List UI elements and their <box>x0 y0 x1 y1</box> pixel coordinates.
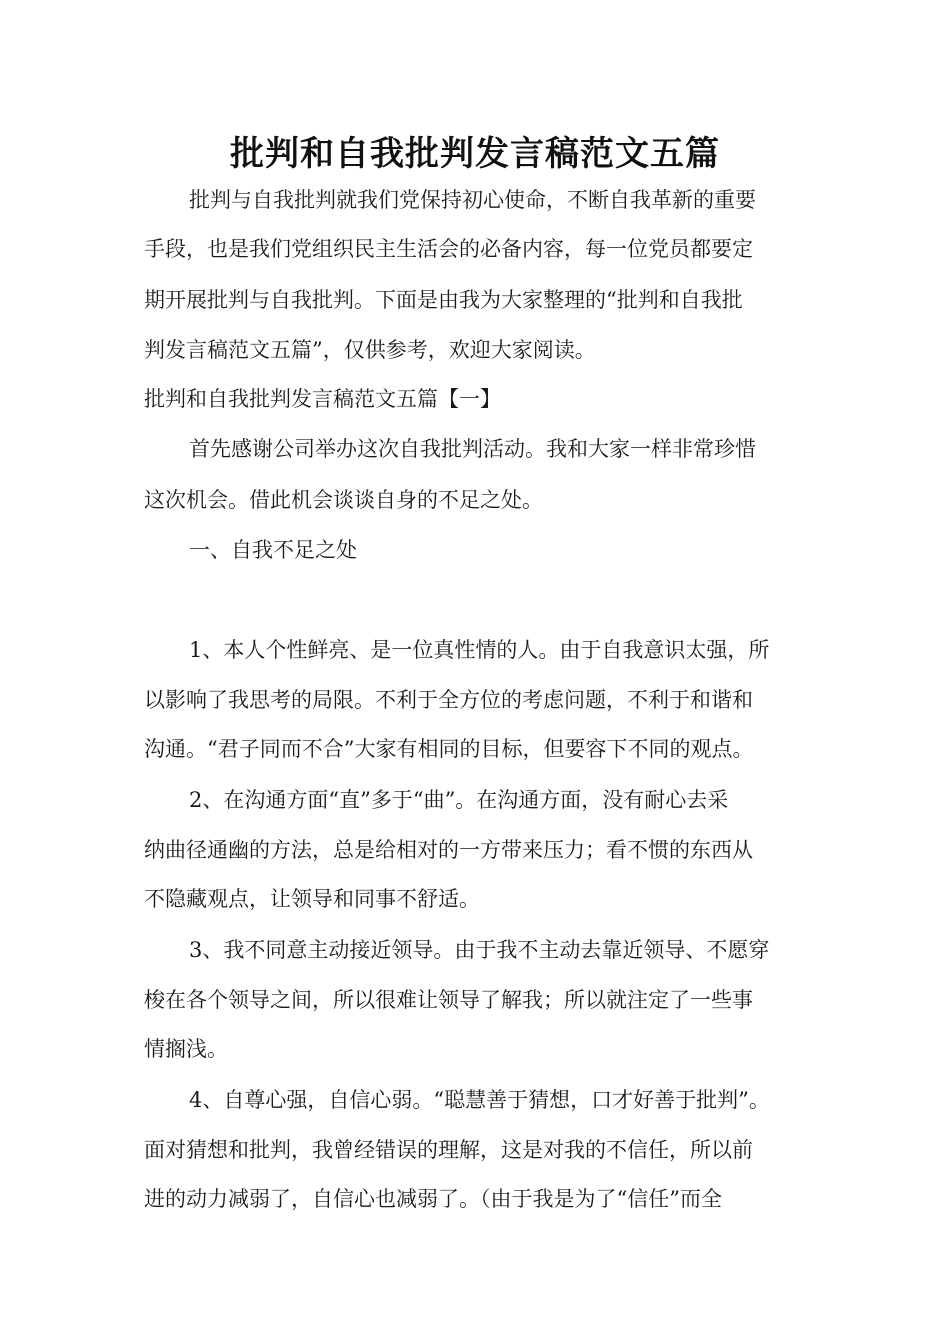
paragraph-line: 进的动力减弱了，自信心也减弱了。（由于我是为了“信任”而全 <box>144 1187 722 1211</box>
paragraph-line: 手段，也是我们党组织民主生活会的必备内容，每一位党员都要定 <box>144 237 753 261</box>
paragraph-line: 1、本人个性鲜亮、是一位真性情的人。由于自我意识太强，所 <box>189 638 770 662</box>
paragraph-line: 3、我不同意主动接近领导。由于我不主动去靠近领导、不愿穿 <box>189 938 770 962</box>
paragraph-line: 批判与自我批判就我们党保持初心使命，不断自我革新的重要 <box>189 188 756 212</box>
paragraph-line: 这次机会。借此机会谈谈自身的不足之处。 <box>144 488 543 512</box>
section-heading: 批判和自我批判发言稿范文五篇【一】 <box>144 387 501 411</box>
document-title: 批判和自我批判发言稿范文五篇 <box>230 134 720 174</box>
paragraph-line: 首先感谢公司举办这次自我批判活动。我和大家一样非常珍惜 <box>189 437 756 461</box>
paragraph-line: 面对猜想和批判，我曾经错误的理解，这是对我的不信任，所以前 <box>144 1138 753 1162</box>
paragraph-line: 4、自尊心强，自信心弱。“聪慧善于猜想，口才好善于批判”。 <box>189 1088 770 1112</box>
paragraph-line: 以影响了我思考的局限。不利于全方位的考虑问题，不利于和谐和 <box>144 688 753 712</box>
paragraph-line: 期开展批判与自我批判。下面是由我为大家整理的“批判和自我批 <box>144 288 743 312</box>
paragraph-line: 梭在各个领导之间，所以很难让领导了解我；所以就注定了一些事 <box>144 988 753 1012</box>
paragraph-line: 情搁浅。 <box>144 1037 228 1061</box>
subsection-heading: 一、自我不足之处 <box>189 538 357 562</box>
paragraph-line: 判发言稿范文五篇”，仅供参考，欢迎大家阅读。 <box>144 338 596 362</box>
paragraph-line: 沟通。“君子同而不合”大家有相同的目标，但要容下不同的观点。 <box>144 737 754 761</box>
paragraph-line: 纳曲径通幽的方法，总是给相对的一方带来压力；看不惯的东西从 <box>144 838 753 862</box>
paragraph-line: 2、在沟通方面“直”多于“曲”。在沟通方面，没有耐心去采 <box>189 788 729 812</box>
paragraph-line: 不隐藏观点，让领导和同事不舒适。 <box>144 887 480 911</box>
